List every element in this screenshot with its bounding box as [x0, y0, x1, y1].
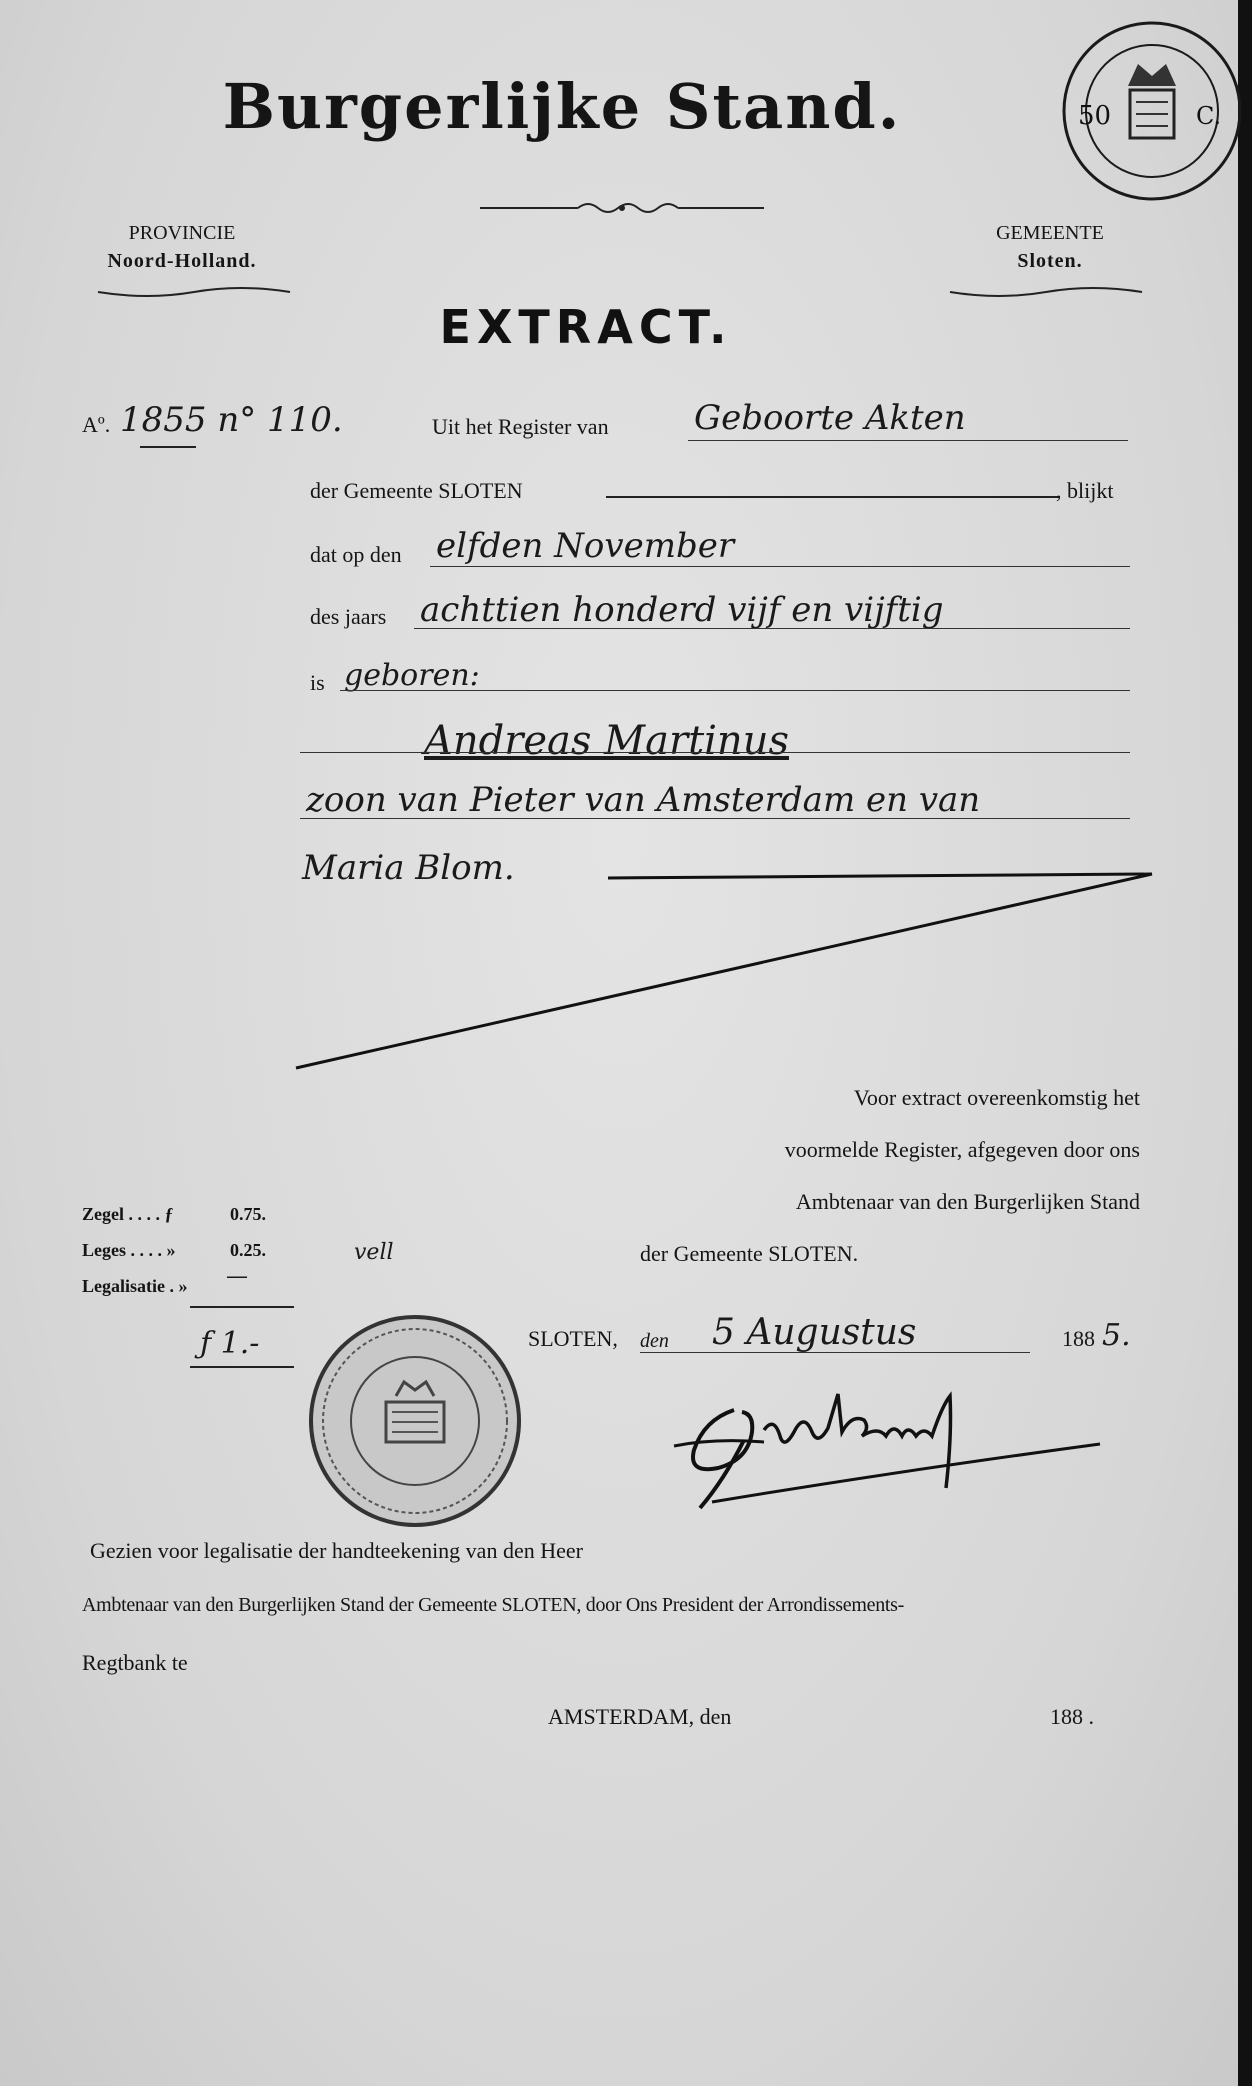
stamp-unit: C. [1196, 102, 1222, 130]
fees-total: ƒ 1.- [200, 1326, 260, 1361]
closing-strike-lines [290, 868, 1170, 1074]
certification-line-4: der Gemeente SLOTEN. [640, 1241, 859, 1266]
legalisation-place: AMSTERDAM, den [548, 1704, 732, 1729]
year-intro: des jaars [310, 604, 387, 629]
register-intro: Uit het Register van [432, 414, 609, 439]
event-intro: is [310, 670, 325, 695]
register-type: Geboorte Akten [694, 398, 966, 438]
parents-line-1: zoon van Pieter van Amsterdam en van [306, 780, 981, 820]
fee-leges-label: Leges . . . . » [82, 1240, 176, 1260]
signing-place: SLOTEN, [528, 1326, 618, 1351]
stamp-value: 50 [1078, 101, 1112, 131]
provincie-label: PROVINCIE [128, 222, 236, 244]
parents-line-2: Maria Blom. [302, 848, 515, 888]
event-written: geboren: [344, 658, 480, 693]
legalisation-year: 188 . [1050, 1704, 1094, 1729]
event-line [340, 690, 1130, 691]
official-seal [306, 1312, 524, 1530]
signing-date-line [640, 1352, 1030, 1353]
child-name-line [300, 752, 1130, 753]
signing-year-prefix: 188 [1062, 1326, 1095, 1351]
year-line [414, 628, 1130, 629]
fee-note: vell [354, 1240, 394, 1265]
record-number-prefix: Aº. [82, 412, 111, 437]
year-written: achttien honderd vijf en vijftig [420, 590, 944, 630]
fee-legalisatie-value: — [226, 1264, 248, 1289]
provincie-flourish [96, 284, 292, 298]
fee-legalisatie-label: Legalisatie . » [82, 1276, 188, 1296]
signing-year-digit: 5. [1102, 1318, 1131, 1353]
revenue-stamp [1058, 16, 1246, 206]
document-type-heading: EXTRACT. [439, 300, 733, 354]
parents-line-1-rule [300, 818, 1130, 819]
gemeente-label: GEMEENTE [996, 222, 1104, 244]
register-type-line [688, 440, 1128, 441]
gemeente-flourish [948, 284, 1144, 298]
date-line [430, 566, 1130, 567]
ornament-divider [478, 196, 766, 220]
fees-rule [190, 1306, 294, 1308]
certification-line-1: Voor extract overeenkomstig het [853, 1085, 1140, 1110]
fee-zegel-value: 0.75. [230, 1204, 266, 1224]
signing-date: 5 Augustus [712, 1312, 917, 1353]
signing-den: den [640, 1330, 669, 1352]
document-title: Burgerlijke Stand. [222, 70, 902, 143]
record-number: 1855 n° 110. [120, 400, 343, 440]
certification-block [640, 1072, 1140, 1280]
municipality-text: der Gemeente SLOTEN [310, 478, 523, 503]
legalisation-line-1: Gezien voor legalisatie der handteekening van den Heer [90, 1538, 583, 1563]
municipality-blank-line [606, 496, 1060, 498]
child-name: Andreas Martinus [424, 718, 789, 764]
blijkt-text: , blijkt [1056, 478, 1114, 503]
fee-zegel-label: Zegel . . . . ƒ [82, 1204, 174, 1224]
record-number-underline [140, 446, 196, 448]
official-signature [664, 1380, 1108, 1510]
gemeente-value: Sloten. [1017, 250, 1083, 272]
fee-leges-value: 0.25. [230, 1240, 266, 1260]
legalisation-line-3: Regtbank te [82, 1650, 188, 1675]
fees-total-rule [190, 1366, 294, 1368]
legalisation-line-2: Ambtenaar van den Burgerlijken Stand der Gemeente SLOTEN, door Ons President der Arrondissements- [82, 1594, 904, 1616]
date-written: elfden November [436, 526, 735, 566]
provincie-value: Noord-Holland. [107, 250, 257, 272]
certification-line-3: Ambtenaar van den Burgerlijken Stand [795, 1189, 1140, 1214]
date-intro: dat op den [310, 542, 402, 567]
certification-line-2: voormelde Register, afgegeven door ons [784, 1137, 1140, 1162]
